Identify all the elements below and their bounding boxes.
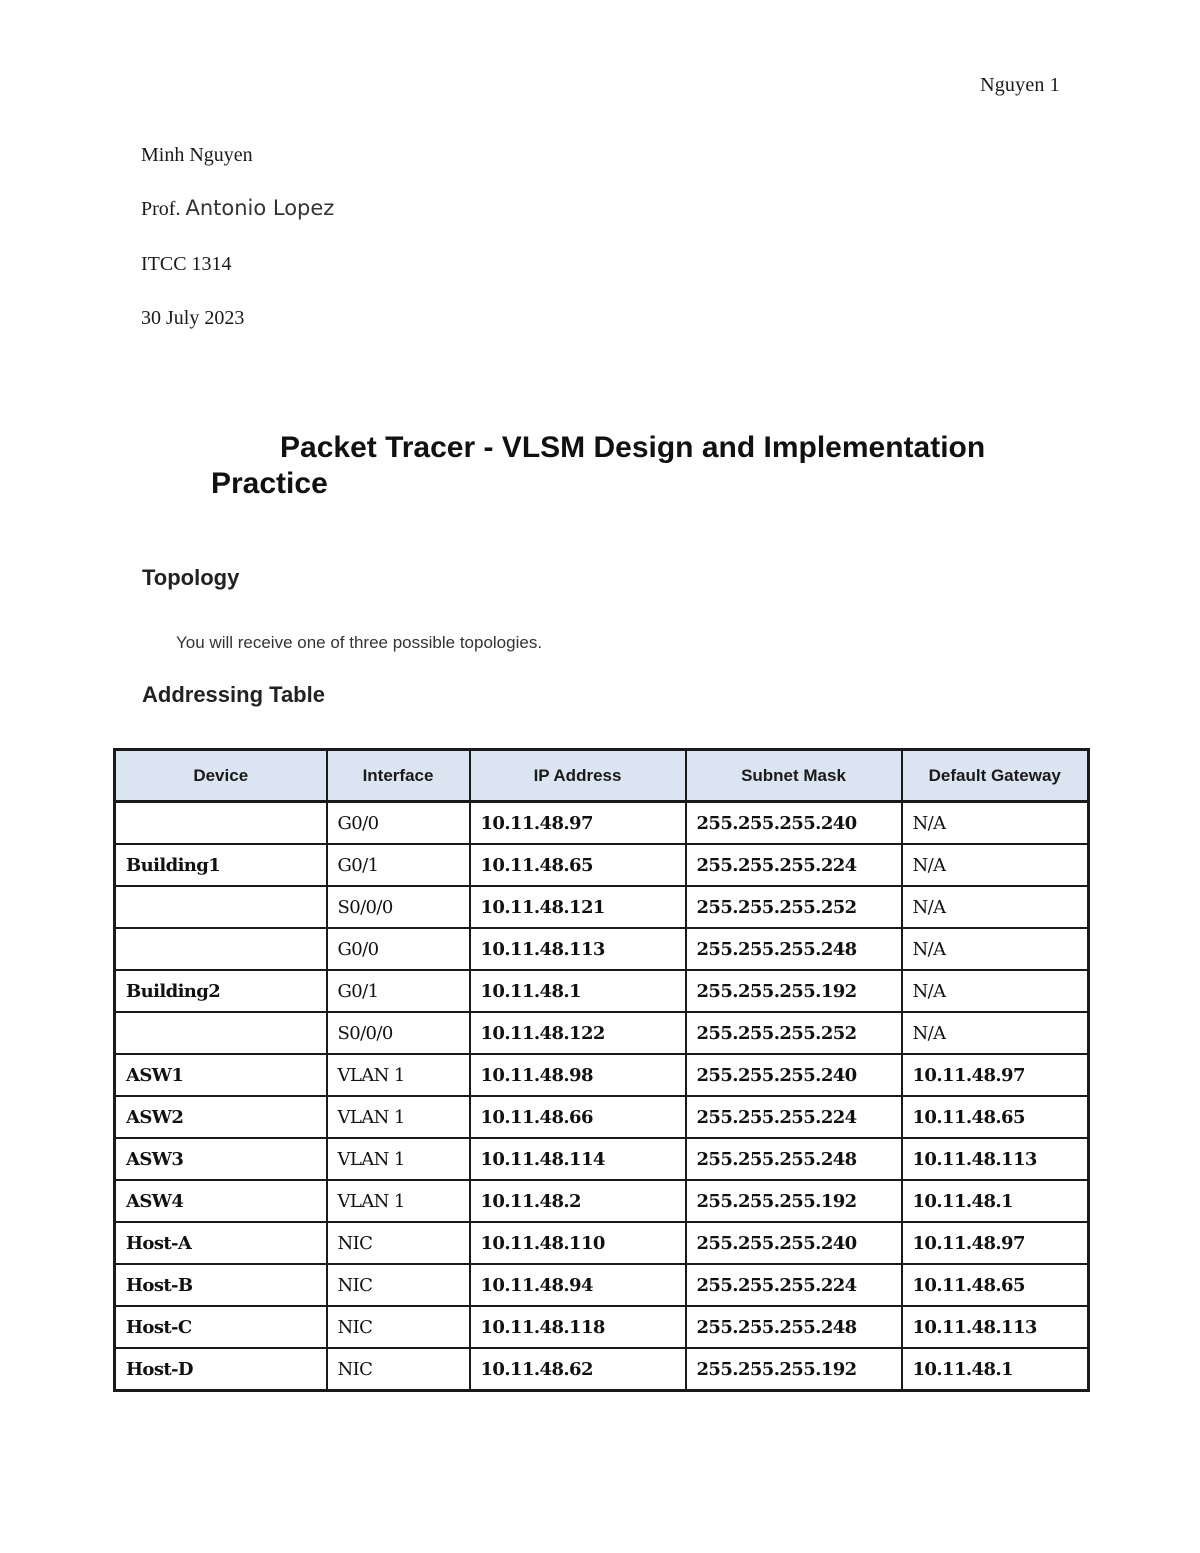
interface-cell: NIC <box>327 1306 470 1348</box>
interface-cell: S0/0/0 <box>327 886 470 928</box>
table-row <box>115 1138 1089 1180</box>
header-ip-address: IP Address <box>470 750 686 802</box>
document-title <box>211 430 1061 502</box>
table-row <box>115 1096 1089 1138</box>
subnet-mask-cell: 255.255.255.248 <box>686 1138 902 1180</box>
device-cell: ASW4 <box>115 1180 327 1222</box>
device-cell: ASW3 <box>115 1138 327 1180</box>
ip-address-cell: 10.11.48.113 <box>470 928 686 970</box>
table-header-row <box>115 750 1089 802</box>
default-gateway-cell: N/A <box>902 844 1089 886</box>
interface-cell: VLAN 1 <box>327 1138 470 1180</box>
subnet-mask-cell: 255.255.255.252 <box>686 1012 902 1054</box>
subnet-mask-cell: 255.255.255.248 <box>686 928 902 970</box>
addressing-table <box>113 748 1090 1392</box>
default-gateway-cell: N/A <box>902 970 1089 1012</box>
subnet-mask-cell: 255.255.255.224 <box>686 844 902 886</box>
default-gateway-cell: 10.11.48.113 <box>902 1306 1089 1348</box>
table-row <box>115 844 1089 886</box>
subnet-mask-cell: 255.255.255.192 <box>686 1348 902 1391</box>
device-cell: Host-A <box>115 1222 327 1264</box>
header-device: Device <box>115 750 327 802</box>
interface-cell: G0/0 <box>327 928 470 970</box>
interface-cell: G0/1 <box>327 844 470 886</box>
interface-cell: VLAN 1 <box>327 1054 470 1096</box>
ip-address-cell: 10.11.48.122 <box>470 1012 686 1054</box>
subnet-mask-cell: 255.255.255.224 <box>686 1096 902 1138</box>
professor-prefix: Prof. <box>141 198 181 220</box>
ip-address-cell: 10.11.48.66 <box>470 1096 686 1138</box>
professor-line <box>141 196 334 221</box>
header-default-gateway: Default Gateway <box>902 750 1089 802</box>
device-cell: Building1 <box>115 844 327 886</box>
ip-address-cell: 10.11.48.114 <box>470 1138 686 1180</box>
ip-address-cell: 10.11.48.65 <box>470 844 686 886</box>
subnet-mask-cell: 255.255.255.248 <box>686 1306 902 1348</box>
default-gateway-cell: 10.11.48.113 <box>902 1138 1089 1180</box>
default-gateway-cell: 10.11.48.1 <box>902 1348 1089 1391</box>
interface-cell: G0/1 <box>327 970 470 1012</box>
table-row <box>115 1264 1089 1306</box>
default-gateway-cell: N/A <box>902 928 1089 970</box>
page-number: Nguyen 1 <box>980 74 1060 96</box>
device-cell <box>115 802 327 845</box>
device-cell <box>115 886 327 928</box>
default-gateway-cell: N/A <box>902 1012 1089 1054</box>
table-row <box>115 886 1089 928</box>
table-row <box>115 1054 1089 1096</box>
table-row <box>115 928 1089 970</box>
header-interface: Interface <box>327 750 470 802</box>
ip-address-cell: 10.11.48.2 <box>470 1180 686 1222</box>
interface-cell: NIC <box>327 1222 470 1264</box>
default-gateway-cell: 10.11.48.65 <box>902 1264 1089 1306</box>
table-row <box>115 1348 1089 1391</box>
topology-description: You will receive one of three possible topologies. <box>176 633 543 652</box>
ip-address-cell: 10.11.48.62 <box>470 1348 686 1391</box>
device-cell: ASW2 <box>115 1096 327 1138</box>
table-row <box>115 970 1089 1012</box>
device-cell: ASW1 <box>115 1054 327 1096</box>
interface-cell: VLAN 1 <box>327 1180 470 1222</box>
default-gateway-cell: N/A <box>902 802 1089 845</box>
subnet-mask-cell: 255.255.255.192 <box>686 1180 902 1222</box>
student-name: Minh Nguyen <box>141 144 253 166</box>
device-cell: Host-D <box>115 1348 327 1391</box>
subnet-mask-cell: 255.255.255.240 <box>686 1054 902 1096</box>
professor-name: Antonio Lopez <box>185 196 335 220</box>
device-cell: Host-B <box>115 1264 327 1306</box>
device-cell: Host-C <box>115 1306 327 1348</box>
ip-address-cell: 10.11.48.118 <box>470 1306 686 1348</box>
ip-address-cell: 10.11.48.121 <box>470 886 686 928</box>
interface-cell: S0/0/0 <box>327 1012 470 1054</box>
device-cell <box>115 1012 327 1054</box>
course-code: ITCC 1314 <box>141 253 232 275</box>
document-date: 30 July 2023 <box>141 307 245 329</box>
default-gateway-cell: 10.11.48.1 <box>902 1180 1089 1222</box>
default-gateway-cell: 10.11.48.65 <box>902 1096 1089 1138</box>
subnet-mask-cell: 255.255.255.240 <box>686 802 902 845</box>
ip-address-cell: 10.11.48.94 <box>470 1264 686 1306</box>
table-row <box>115 1306 1089 1348</box>
subnet-mask-cell: 255.255.255.192 <box>686 970 902 1012</box>
subnet-mask-cell: 255.255.255.224 <box>686 1264 902 1306</box>
interface-cell: NIC <box>327 1264 470 1306</box>
title-line-1: Packet Tracer - VLSM Design and Implementation <box>280 431 986 464</box>
topology-heading: Topology <box>142 565 240 590</box>
subnet-mask-cell: 255.255.255.252 <box>686 886 902 928</box>
ip-address-cell: 10.11.48.1 <box>470 970 686 1012</box>
ip-address-cell: 10.11.48.98 <box>470 1054 686 1096</box>
header-subnet-mask: Subnet Mask <box>686 750 902 802</box>
table-row <box>115 1180 1089 1222</box>
addressing-table-heading: Addressing Table <box>142 682 325 707</box>
default-gateway-cell: 10.11.48.97 <box>902 1054 1089 1096</box>
interface-cell: VLAN 1 <box>327 1096 470 1138</box>
ip-address-cell: 10.11.48.110 <box>470 1222 686 1264</box>
table-row <box>115 1222 1089 1264</box>
table-row <box>115 802 1089 845</box>
ip-address-cell: 10.11.48.97 <box>470 802 686 845</box>
default-gateway-cell: N/A <box>902 886 1089 928</box>
default-gateway-cell: 10.11.48.97 <box>902 1222 1089 1264</box>
device-cell: Building2 <box>115 970 327 1012</box>
title-line-2: Practice <box>211 467 328 500</box>
device-cell <box>115 928 327 970</box>
subnet-mask-cell: 255.255.255.240 <box>686 1222 902 1264</box>
interface-cell: G0/0 <box>327 802 470 845</box>
table-row <box>115 1012 1089 1054</box>
interface-cell: NIC <box>327 1348 470 1391</box>
